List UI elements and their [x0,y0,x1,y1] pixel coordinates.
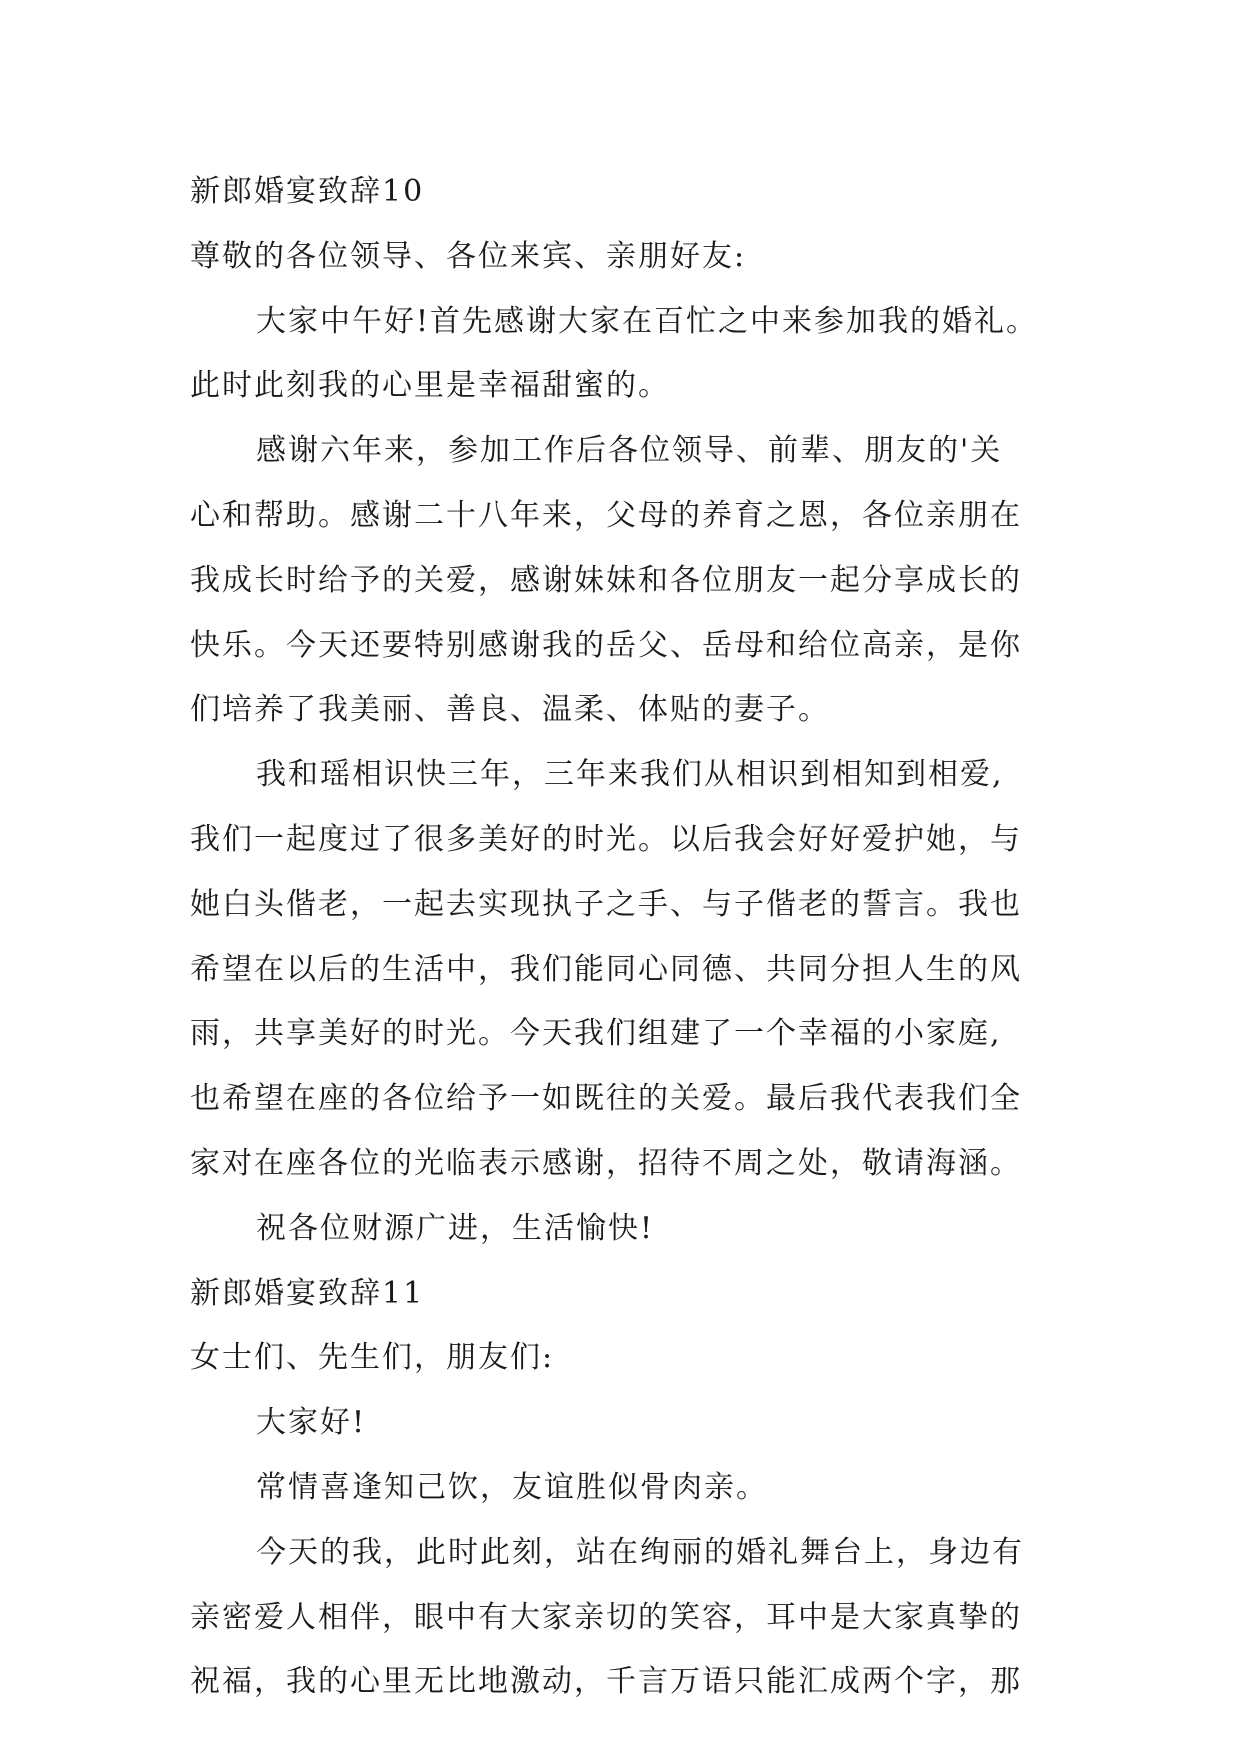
paragraph-line: 她白头偕老，一起去实现执子之手、与子偕老的誓言。我也 [190,886,1022,922]
document-body [190,160,1070,1715]
paragraph-line: 我成长时给予的关爱，感谢妹妹和各位朋友一起分享成长的 [190,562,1022,598]
paragraph-line: 家对在座各位的光临表示感谢，招待不周之处，敬请海涵。 [190,1145,1022,1181]
paragraph-line: 此时此刻我的心里是幸福甜蜜的。 [190,368,670,404]
section-title-10: 新郎婚宴致辞10 [190,174,425,209]
paragraph-line: 常情喜逢知己饮，友谊胜似骨肉亲。 [256,1469,768,1505]
paragraph-line: 我和瑶相识快三年，三年来我们从相识到相知到相爱, [256,757,1004,793]
salutation-line: 尊敬的各位领导、各位来宾、亲朋好友: [190,238,747,274]
paragraph-line: 心和帮助。感谢二十八年来，父母的养育之恩，各位亲朋在 [190,497,1022,533]
paragraph-line: 们培养了我美丽、善良、温柔、体贴的妻子。 [190,692,830,728]
paragraph-line: 希望在以后的生活中，我们能同心同德、共同分担人生的风 [190,951,1022,987]
paragraph-line: 雨，共享美好的时光。今天我们组建了一个幸福的小家庭, [190,1016,1002,1052]
paragraph-line: 亲密爱人相伴，眼中有大家亲切的笑容，耳中是大家真挚的 [190,1599,1022,1635]
paragraph-line: 大家中午好!首先感谢大家在百忙之中来参加我的婚礼。 [256,303,1039,339]
paragraph-line: 今天的我，此时此刻，站在绚丽的婚礼舞台上，身边有 [256,1534,1024,1570]
section-title-11: 新郎婚宴致辞11 [190,1275,425,1311]
paragraph-line: 大家好! [256,1405,367,1441]
salutation-line: 女士们、先生们，朋友们: [190,1340,555,1376]
paragraph-line: 也希望在座的各位给予一如既往的关爱。最后我代表我们全 [190,1081,1022,1117]
paragraph-line: 我们一起度过了很多美好的时光。以后我会好好爱护她，与 [190,821,1022,857]
paragraph-line: 祝福，我的心里无比地激动，千言万语只能汇成两个字，那 [190,1664,1022,1700]
paragraph-line: 祝各位财源广进，生活愉快! [256,1210,655,1246]
paragraph-line: 感谢六年来，参加工作后各位领导、前辈、朋友的'关 [256,433,1003,469]
paragraph-line: 快乐。今天还要特别感谢我的岳父、岳母和给位高亲，是你 [190,627,1022,663]
